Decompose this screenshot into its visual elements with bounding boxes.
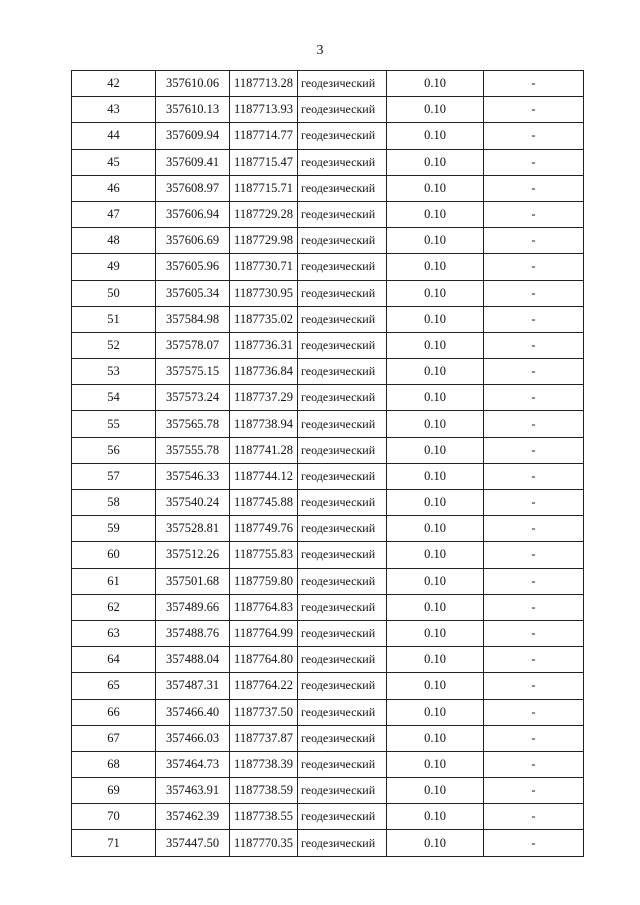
y-coordinate-cell: 1187759.80 [230, 568, 298, 594]
description-cell: - [484, 359, 584, 385]
point-number-cell: 54 [72, 385, 156, 411]
method-cell: геодезический [298, 228, 387, 254]
x-coordinate-cell: 357501.68 [156, 568, 230, 594]
y-coordinate-cell: 1187738.94 [230, 411, 298, 437]
table-row [72, 490, 584, 516]
description-cell: - [484, 280, 584, 306]
x-coordinate-cell: 357546.33 [156, 463, 230, 489]
x-coordinate-cell: 357565.78 [156, 411, 230, 437]
description-cell: - [484, 175, 584, 201]
point-number-cell: 57 [72, 463, 156, 489]
point-number-cell: 52 [72, 332, 156, 358]
y-coordinate-cell: 1187729.28 [230, 201, 298, 227]
method-cell: геодезический [298, 123, 387, 149]
y-coordinate-cell: 1187744.12 [230, 463, 298, 489]
table-row [72, 385, 584, 411]
x-coordinate-cell: 357488.04 [156, 647, 230, 673]
y-coordinate-cell: 1187713.93 [230, 97, 298, 123]
table-row [72, 359, 584, 385]
table-row [72, 594, 584, 620]
y-coordinate-cell: 1187738.55 [230, 804, 298, 830]
method-cell: геодезический [298, 620, 387, 646]
point-number-cell: 44 [72, 123, 156, 149]
accuracy-cell: 0.10 [387, 359, 484, 385]
x-coordinate-cell: 357606.94 [156, 201, 230, 227]
y-coordinate-cell: 1187736.31 [230, 332, 298, 358]
method-cell: геодезический [298, 463, 387, 489]
table-row [72, 123, 584, 149]
point-number-cell: 60 [72, 542, 156, 568]
point-number-cell: 46 [72, 175, 156, 201]
description-cell: - [484, 332, 584, 358]
table-row [72, 568, 584, 594]
y-coordinate-cell: 1187737.29 [230, 385, 298, 411]
point-number-cell: 63 [72, 620, 156, 646]
point-number-cell: 64 [72, 647, 156, 673]
description-cell: - [484, 516, 584, 542]
x-coordinate-cell: 357578.07 [156, 332, 230, 358]
description-cell: - [484, 594, 584, 620]
description-cell: - [484, 568, 584, 594]
method-cell: геодезический [298, 437, 387, 463]
point-number-cell: 62 [72, 594, 156, 620]
x-coordinate-cell: 357488.76 [156, 620, 230, 646]
table-row [72, 201, 584, 227]
accuracy-cell: 0.10 [387, 411, 484, 437]
accuracy-cell: 0.10 [387, 542, 484, 568]
table-row [72, 175, 584, 201]
method-cell: геодезический [298, 516, 387, 542]
x-coordinate-cell: 357605.96 [156, 254, 230, 280]
table-row [72, 97, 584, 123]
accuracy-cell: 0.10 [387, 804, 484, 830]
table-row [72, 254, 584, 280]
x-coordinate-cell: 357573.24 [156, 385, 230, 411]
y-coordinate-cell: 1187735.02 [230, 306, 298, 332]
x-coordinate-cell: 357464.73 [156, 751, 230, 777]
description-cell: - [484, 71, 584, 97]
x-coordinate-cell: 357555.78 [156, 437, 230, 463]
accuracy-cell: 0.10 [387, 568, 484, 594]
method-cell: геодезический [298, 778, 387, 804]
table-row [72, 332, 584, 358]
description-cell: - [484, 149, 584, 175]
accuracy-cell: 0.10 [387, 332, 484, 358]
table-row [72, 751, 584, 777]
y-coordinate-cell: 1187713.28 [230, 71, 298, 97]
description-cell: - [484, 97, 584, 123]
x-coordinate-cell: 357463.91 [156, 778, 230, 804]
accuracy-cell: 0.10 [387, 201, 484, 227]
accuracy-cell: 0.10 [387, 280, 484, 306]
point-number-cell: 61 [72, 568, 156, 594]
method-cell: геодезический [298, 332, 387, 358]
x-coordinate-cell: 357466.03 [156, 725, 230, 751]
table-row [72, 411, 584, 437]
method-cell: геодезический [298, 359, 387, 385]
method-cell: геодезический [298, 306, 387, 332]
table-row [72, 647, 584, 673]
point-number-cell: 70 [72, 804, 156, 830]
y-coordinate-cell: 1187764.80 [230, 647, 298, 673]
accuracy-cell: 0.10 [387, 673, 484, 699]
description-cell: - [484, 673, 584, 699]
method-cell: геодезический [298, 673, 387, 699]
method-cell: геодезический [298, 490, 387, 516]
accuracy-cell: 0.10 [387, 306, 484, 332]
x-coordinate-cell: 357610.13 [156, 97, 230, 123]
x-coordinate-cell: 357575.15 [156, 359, 230, 385]
x-coordinate-cell: 357447.50 [156, 830, 230, 856]
table-row [72, 725, 584, 751]
table-row [72, 804, 584, 830]
method-cell: геодезический [298, 699, 387, 725]
point-number-cell: 66 [72, 699, 156, 725]
point-number-cell: 55 [72, 411, 156, 437]
description-cell: - [484, 804, 584, 830]
table-row [72, 71, 584, 97]
description-cell: - [484, 542, 584, 568]
method-cell: геодезический [298, 149, 387, 175]
accuracy-cell: 0.10 [387, 149, 484, 175]
y-coordinate-cell: 1187745.88 [230, 490, 298, 516]
point-number-cell: 69 [72, 778, 156, 804]
method-cell: геодезический [298, 725, 387, 751]
method-cell: геодезический [298, 804, 387, 830]
point-number-cell: 42 [72, 71, 156, 97]
y-coordinate-cell: 1187715.47 [230, 149, 298, 175]
accuracy-cell: 0.10 [387, 620, 484, 646]
x-coordinate-cell: 357605.34 [156, 280, 230, 306]
y-coordinate-cell: 1187738.59 [230, 778, 298, 804]
coordinates-table-body [72, 71, 584, 857]
x-coordinate-cell: 357528.81 [156, 516, 230, 542]
method-cell: геодезический [298, 647, 387, 673]
accuracy-cell: 0.10 [387, 751, 484, 777]
description-cell: - [484, 830, 584, 856]
y-coordinate-cell: 1187737.87 [230, 725, 298, 751]
table-row [72, 280, 584, 306]
description-cell: - [484, 751, 584, 777]
point-number-cell: 59 [72, 516, 156, 542]
y-coordinate-cell: 1187714.77 [230, 123, 298, 149]
accuracy-cell: 0.10 [387, 123, 484, 149]
point-number-cell: 51 [72, 306, 156, 332]
point-number-cell: 71 [72, 830, 156, 856]
method-cell: геодезический [298, 830, 387, 856]
description-cell: - [484, 306, 584, 332]
description-cell: - [484, 437, 584, 463]
x-coordinate-cell: 357606.69 [156, 228, 230, 254]
coordinates-table [71, 70, 584, 857]
x-coordinate-cell: 357466.40 [156, 699, 230, 725]
table-row [72, 542, 584, 568]
point-number-cell: 43 [72, 97, 156, 123]
point-number-cell: 58 [72, 490, 156, 516]
accuracy-cell: 0.10 [387, 175, 484, 201]
description-cell: - [484, 123, 584, 149]
accuracy-cell: 0.10 [387, 647, 484, 673]
y-coordinate-cell: 1187749.76 [230, 516, 298, 542]
accuracy-cell: 0.10 [387, 385, 484, 411]
accuracy-cell: 0.10 [387, 254, 484, 280]
point-number-cell: 49 [72, 254, 156, 280]
y-coordinate-cell: 1187755.83 [230, 542, 298, 568]
y-coordinate-cell: 1187729.98 [230, 228, 298, 254]
y-coordinate-cell: 1187770.35 [230, 830, 298, 856]
method-cell: геодезический [298, 280, 387, 306]
accuracy-cell: 0.10 [387, 228, 484, 254]
point-number-cell: 56 [72, 437, 156, 463]
description-cell: - [484, 463, 584, 489]
accuracy-cell: 0.10 [387, 71, 484, 97]
accuracy-cell: 0.10 [387, 830, 484, 856]
description-cell: - [484, 647, 584, 673]
y-coordinate-cell: 1187738.39 [230, 751, 298, 777]
accuracy-cell: 0.10 [387, 463, 484, 489]
point-number-cell: 45 [72, 149, 156, 175]
method-cell: геодезический [298, 751, 387, 777]
method-cell: геодезический [298, 594, 387, 620]
y-coordinate-cell: 1187730.71 [230, 254, 298, 280]
x-coordinate-cell: 357540.24 [156, 490, 230, 516]
table-row [72, 830, 584, 856]
table-row [72, 673, 584, 699]
y-coordinate-cell: 1187764.99 [230, 620, 298, 646]
method-cell: геодезический [298, 71, 387, 97]
table-row [72, 699, 584, 725]
y-coordinate-cell: 1187764.83 [230, 594, 298, 620]
method-cell: геодезический [298, 201, 387, 227]
accuracy-cell: 0.10 [387, 725, 484, 751]
point-number-cell: 48 [72, 228, 156, 254]
point-number-cell: 65 [72, 673, 156, 699]
table-row [72, 463, 584, 489]
point-number-cell: 47 [72, 201, 156, 227]
x-coordinate-cell: 357489.66 [156, 594, 230, 620]
description-cell: - [484, 228, 584, 254]
y-coordinate-cell: 1187764.22 [230, 673, 298, 699]
accuracy-cell: 0.10 [387, 97, 484, 123]
accuracy-cell: 0.10 [387, 490, 484, 516]
accuracy-cell: 0.10 [387, 699, 484, 725]
method-cell: геодезический [298, 254, 387, 280]
page-number: 3 [316, 43, 324, 58]
x-coordinate-cell: 357609.41 [156, 149, 230, 175]
description-cell: - [484, 201, 584, 227]
method-cell: геодезический [298, 542, 387, 568]
y-coordinate-cell: 1187715.71 [230, 175, 298, 201]
table-row [72, 228, 584, 254]
description-cell: - [484, 411, 584, 437]
method-cell: геодезический [298, 175, 387, 201]
y-coordinate-cell: 1187737.50 [230, 699, 298, 725]
accuracy-cell: 0.10 [387, 778, 484, 804]
point-number-cell: 67 [72, 725, 156, 751]
table-row [72, 437, 584, 463]
x-coordinate-cell: 357512.26 [156, 542, 230, 568]
description-cell: - [484, 254, 584, 280]
point-number-cell: 50 [72, 280, 156, 306]
description-cell: - [484, 725, 584, 751]
y-coordinate-cell: 1187736.84 [230, 359, 298, 385]
x-coordinate-cell: 357487.31 [156, 673, 230, 699]
description-cell: - [484, 620, 584, 646]
y-coordinate-cell: 1187741.28 [230, 437, 298, 463]
accuracy-cell: 0.10 [387, 516, 484, 542]
description-cell: - [484, 490, 584, 516]
table-row [72, 516, 584, 542]
description-cell: - [484, 385, 584, 411]
x-coordinate-cell: 357608.97 [156, 175, 230, 201]
description-cell: - [484, 699, 584, 725]
x-coordinate-cell: 357610.06 [156, 71, 230, 97]
method-cell: геодезический [298, 385, 387, 411]
x-coordinate-cell: 357462.39 [156, 804, 230, 830]
point-number-cell: 68 [72, 751, 156, 777]
x-coordinate-cell: 357609.94 [156, 123, 230, 149]
point-number-cell: 53 [72, 359, 156, 385]
y-coordinate-cell: 1187730.95 [230, 280, 298, 306]
method-cell: геодезический [298, 568, 387, 594]
x-coordinate-cell: 357584.98 [156, 306, 230, 332]
description-cell: - [484, 778, 584, 804]
table-row [72, 620, 584, 646]
table-row [72, 306, 584, 332]
table-row [72, 149, 584, 175]
table-row [72, 778, 584, 804]
method-cell: геодезический [298, 411, 387, 437]
method-cell: геодезический [298, 97, 387, 123]
accuracy-cell: 0.10 [387, 437, 484, 463]
accuracy-cell: 0.10 [387, 594, 484, 620]
